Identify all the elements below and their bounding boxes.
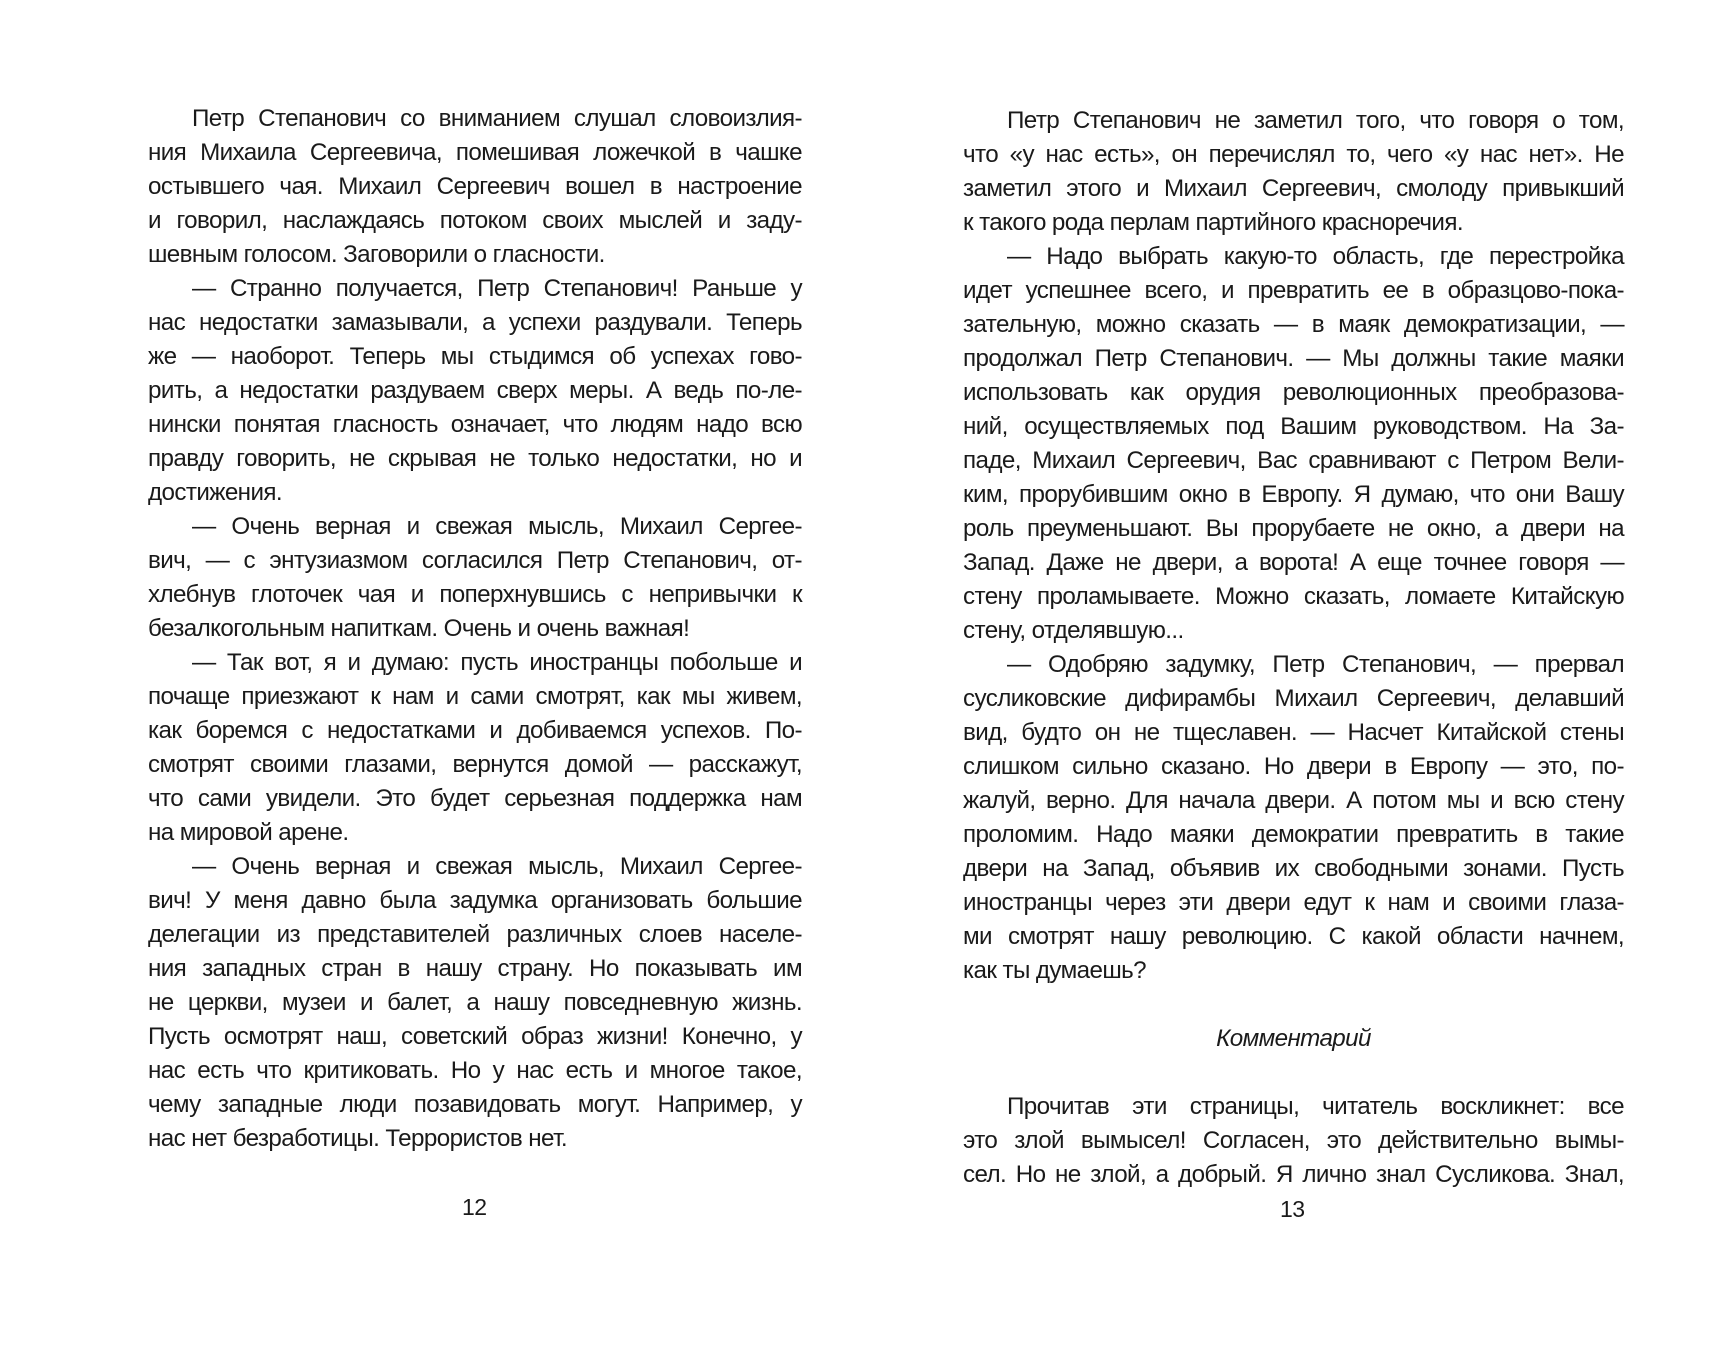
text-line: что сами увидели. Это будет серьезная поддержка нам bbox=[148, 785, 802, 812]
text-line: стену, отделявшую... bbox=[963, 617, 1184, 644]
text-line: — Так вот, я и думаю: пусть иностранцы побольше и bbox=[192, 649, 802, 676]
text-line: жалуй, верно. Для начала двери. А потом мы и всю стену bbox=[963, 787, 1624, 814]
text-line: двери на Запад, объявив их свободными зонами. Пусть bbox=[963, 855, 1624, 882]
text-line: хлебнув глоточек чая и поперхнувшись с непривычки к bbox=[148, 581, 802, 608]
paragraph bbox=[963, 240, 1624, 648]
text-line: Прочитав эти страницы, читатель воскликнет: все bbox=[1007, 1093, 1624, 1120]
text-line: почаще приезжают к нам и сами смотрят, как мы живем, bbox=[148, 683, 802, 710]
paragraph bbox=[148, 272, 802, 510]
paragraph bbox=[963, 648, 1624, 988]
text-line: не церкви, музеи и балет, а нашу повседневную жизнь. bbox=[148, 989, 802, 1016]
text-line: — Надо выбрать какую-то область, где перестройка bbox=[1007, 243, 1624, 270]
paragraph bbox=[963, 104, 1624, 240]
text-line: вич, — с энтузиазмом согласился Петр Степанович, от- bbox=[148, 547, 802, 574]
text-line: как боремся с недостатками и добиваемся успехов. По- bbox=[148, 717, 802, 744]
text-line: Петр Степанович не заметил того, что говоря о том, bbox=[1007, 107, 1624, 134]
text-line: нас недостатки замазывали, а успехи раздували. Теперь bbox=[148, 309, 802, 336]
spacer bbox=[963, 988, 1624, 1022]
text-line: стену проламываете. Можно сказать, ломаете Китайскую bbox=[963, 583, 1624, 610]
text-line: проломим. Надо маяки демократии превратить в такие bbox=[963, 821, 1624, 848]
text-line: слишком сильно сказано. Но двери в Европу — это, по- bbox=[963, 753, 1624, 780]
paragraph bbox=[963, 1090, 1624, 1192]
text-line: и говорил, наслаждаясь потоком своих мыслей и заду- bbox=[148, 207, 802, 234]
text-line: Пусть осмотрят наш, советский образ жизни! Конечно, у bbox=[148, 1023, 802, 1050]
text-line: нас есть что критиковать. Но у нас есть и многое такое, bbox=[148, 1057, 802, 1084]
text-line: вич! У меня давно была задумка организовать большие bbox=[148, 887, 802, 914]
text-line: использовать как орудия революционных преобразова- bbox=[963, 379, 1624, 406]
text-line: как ты думаешь? bbox=[963, 957, 1146, 984]
text-line: правду говорить, не скрывая не только недостатки, но и bbox=[148, 445, 802, 472]
text-line: остывшего чая. Михаил Сергеевич вошел в настроение bbox=[148, 173, 802, 200]
text-line: иностранцы через эти двери едут к нам и своими глаза- bbox=[963, 889, 1624, 916]
text-line: смотрят своими глазами, вернутся домой — расскажут, bbox=[148, 751, 802, 778]
text-line: достижения. bbox=[148, 479, 282, 506]
text-line: идет успешнее всего, и превратить ее в образцово-пока- bbox=[963, 277, 1624, 304]
text-line: что «у нас есть», он перечислял то, чего «у нас нет». Не bbox=[963, 141, 1624, 168]
text-line: ний, осуществляемых под Вашим руководством. На За- bbox=[963, 413, 1624, 440]
text-line: шевным голосом. Заговорили о гласности. bbox=[148, 241, 605, 268]
text-line: к такого рода перлам партийного красноречия. bbox=[963, 209, 1463, 236]
text-line: Запад. Даже не двери, а ворота! А еще точнее говоря — bbox=[963, 549, 1624, 576]
text-line: — Очень верная и свежая мысль, Михаил Сергее- bbox=[192, 513, 802, 540]
text-line: Петр Степанович со вниманием слушал словоизлия- bbox=[192, 105, 802, 132]
text-line: ния западных стран в нашу страну. Но показывать им bbox=[148, 955, 802, 982]
text-line: ния Михаила Сергеевича, помешивая ложечкой в чашке bbox=[148, 139, 802, 166]
text-line: ми смотрят нашу революцию. С какой области начнем, bbox=[963, 923, 1624, 950]
paragraph bbox=[148, 102, 802, 272]
text-line: продолжал Петр Степанович. — Мы должны такие маяки bbox=[963, 345, 1624, 372]
text-line: нас нет безработицы. Террористов нет. bbox=[148, 1125, 567, 1152]
text-line: зательную, можно сказать — в маяк демократизации, — bbox=[963, 311, 1624, 338]
paragraph bbox=[148, 646, 802, 850]
text-line: — Странно получается, Петр Степанович! Раньше у bbox=[192, 275, 802, 302]
text-line: сусликовские дифирамбы Михаил Сергеевич, делавший bbox=[963, 685, 1624, 712]
paragraph bbox=[148, 850, 802, 1156]
text-line: рить, а недостатки раздуваем сверх меры. А ведь по-ле- bbox=[148, 377, 802, 404]
text-line: это злой вымысел! Согласен, это действительно вымы- bbox=[963, 1127, 1624, 1154]
text-line: заметил этого и Михаил Сергеевич, смолоду привыкший bbox=[963, 175, 1624, 202]
paragraph bbox=[148, 510, 802, 646]
text-line: ким, прорубившим окно в Европу. Я думаю, что они Вашу bbox=[963, 481, 1624, 508]
text-line: — Одобряю задумку, Петр Степанович, — прервал bbox=[1007, 651, 1624, 678]
right-page-text bbox=[963, 104, 1624, 1192]
text-line: делегации из представителей различных слоев населе- bbox=[148, 921, 802, 948]
text-line: безалкогольным напиткам. Очень и очень важная! bbox=[148, 615, 690, 642]
section-heading: Комментарий bbox=[1216, 1025, 1371, 1052]
text-line: нински понятая гласность означает, что людям надо всю bbox=[148, 411, 802, 438]
right-page bbox=[861, 0, 1722, 1345]
page-number-left: 12 bbox=[462, 1194, 487, 1220]
text-line: же — наоборот. Теперь мы стыдимся об успехах гово- bbox=[148, 343, 802, 370]
text-line: чему западные люди позавидовать могут. Например, у bbox=[148, 1091, 802, 1118]
spacer bbox=[963, 1056, 1624, 1090]
text-line: паде, Михаил Сергеевич, Вас сравнивают с Петром Вели- bbox=[963, 447, 1624, 474]
text-line: роль преуменьшают. Вы прорубаете не окно, а двери на bbox=[963, 515, 1624, 542]
page-number-right: 13 bbox=[1280, 1196, 1305, 1222]
left-page-text bbox=[148, 102, 802, 1156]
text-line: вид, будто он не тщеславен. — Насчет Китайской стены bbox=[963, 719, 1624, 746]
text-line: на мировой арене. bbox=[148, 819, 349, 846]
text-line: сел. Но не злой, а добрый. Я лично знал Сусликова. Знал, bbox=[963, 1161, 1624, 1188]
text-line: — Очень верная и свежая мысль, Михаил Сергее- bbox=[192, 853, 802, 880]
